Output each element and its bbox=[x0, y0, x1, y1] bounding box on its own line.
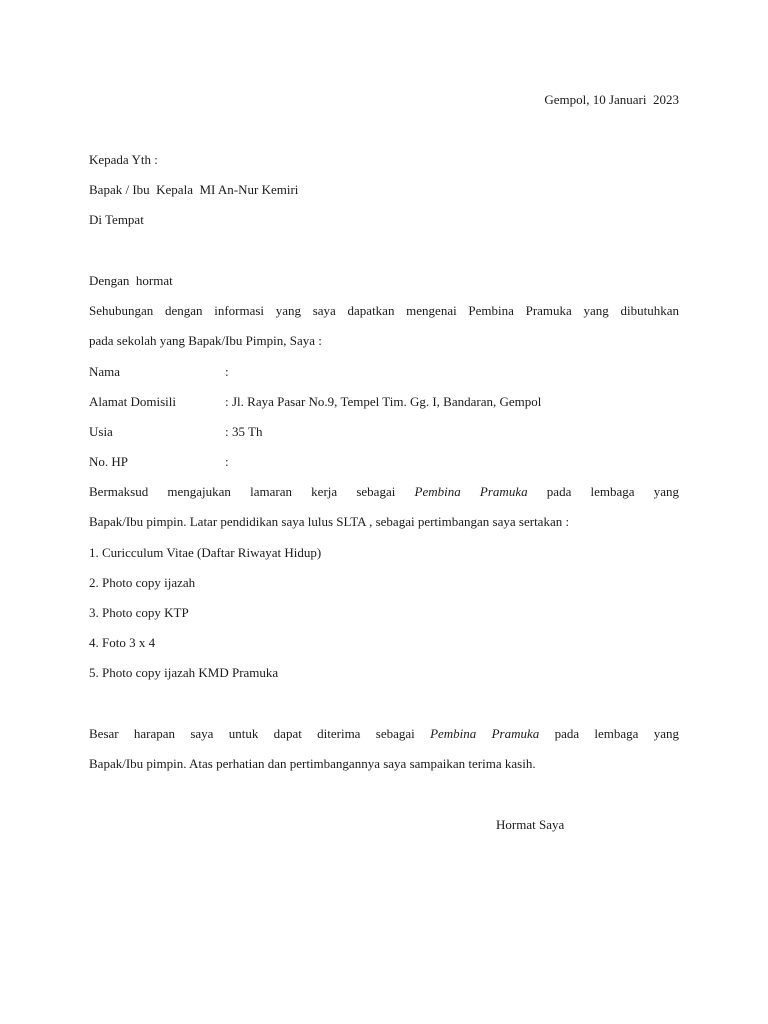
attachment-item: 3. Photo copy KTP bbox=[89, 605, 189, 620]
identity-value: Jl. Raya Pasar No.9, Tempel Tim. Gg. I, Bandaran, Gempol bbox=[232, 394, 542, 409]
identity-separator: : bbox=[225, 454, 229, 469]
attachment-item: 4. Foto 3 x 4 bbox=[89, 635, 156, 650]
identity-value: 35 Th bbox=[232, 424, 263, 439]
sign-off: Hormat Saya bbox=[496, 817, 565, 832]
closing-text-after: pada lembaga yang bbox=[554, 726, 680, 741]
identity-label: Usia bbox=[89, 424, 113, 439]
closing-line-2: Bapak/Ibu pimpin. Atas perhatian dan pertimbangannya saya sampaikan terima kasih. bbox=[89, 756, 536, 771]
identity-separator: : bbox=[225, 424, 229, 439]
identity-label: No. HP bbox=[89, 454, 129, 469]
recipient-label: Kepada Yth : bbox=[89, 152, 158, 167]
greeting: Dengan hormat bbox=[89, 273, 173, 288]
intro-line-1: Sehubungan dengan informasi yang saya dapatkan mengenai Pembina Pramuka yang dibutuhkan bbox=[89, 303, 679, 318]
intro-line-2: pada sekolah yang Bapak/Ibu Pimpin, Saya : bbox=[89, 333, 322, 348]
attachment-item: 2. Photo copy ijazah bbox=[89, 575, 196, 590]
recipient-name: Bapak / Ibu Kepala MI An-Nur Kemiri bbox=[89, 182, 299, 197]
purpose-text-after: pada lembaga yang bbox=[546, 484, 680, 499]
closing-text-before: Besar harapan saya untuk dapat diterima sebagai bbox=[89, 726, 415, 741]
purpose-position: Pembina Pramuka bbox=[414, 484, 528, 499]
closing-position: Pembina Pramuka bbox=[430, 726, 540, 741]
purpose-text-before: Bermaksud mengajukan lamaran kerja sebagai bbox=[89, 484, 396, 499]
identity-separator: : bbox=[225, 394, 229, 409]
attachment-item: 5. Photo copy ijazah KMD Pramuka bbox=[89, 665, 279, 680]
identity-separator: : bbox=[225, 364, 229, 379]
identity-label: Nama bbox=[89, 364, 121, 379]
purpose-line-2: Bapak/Ibu pimpin. Latar pendidikan saya lulus SLTA , sebagai pertimbangan saya sertakan : bbox=[89, 514, 570, 529]
closing-line-1 bbox=[89, 726, 679, 742]
identity-label: Alamat Domisili bbox=[89, 394, 177, 409]
purpose-line-1 bbox=[89, 484, 679, 500]
attachment-item: 1. Curicculum Vitae (Daftar Riwayat Hidup) bbox=[89, 545, 322, 560]
place-date: Gempol, 10 Januari 2023 bbox=[544, 92, 679, 107]
recipient-location: Di Tempat bbox=[89, 212, 144, 227]
